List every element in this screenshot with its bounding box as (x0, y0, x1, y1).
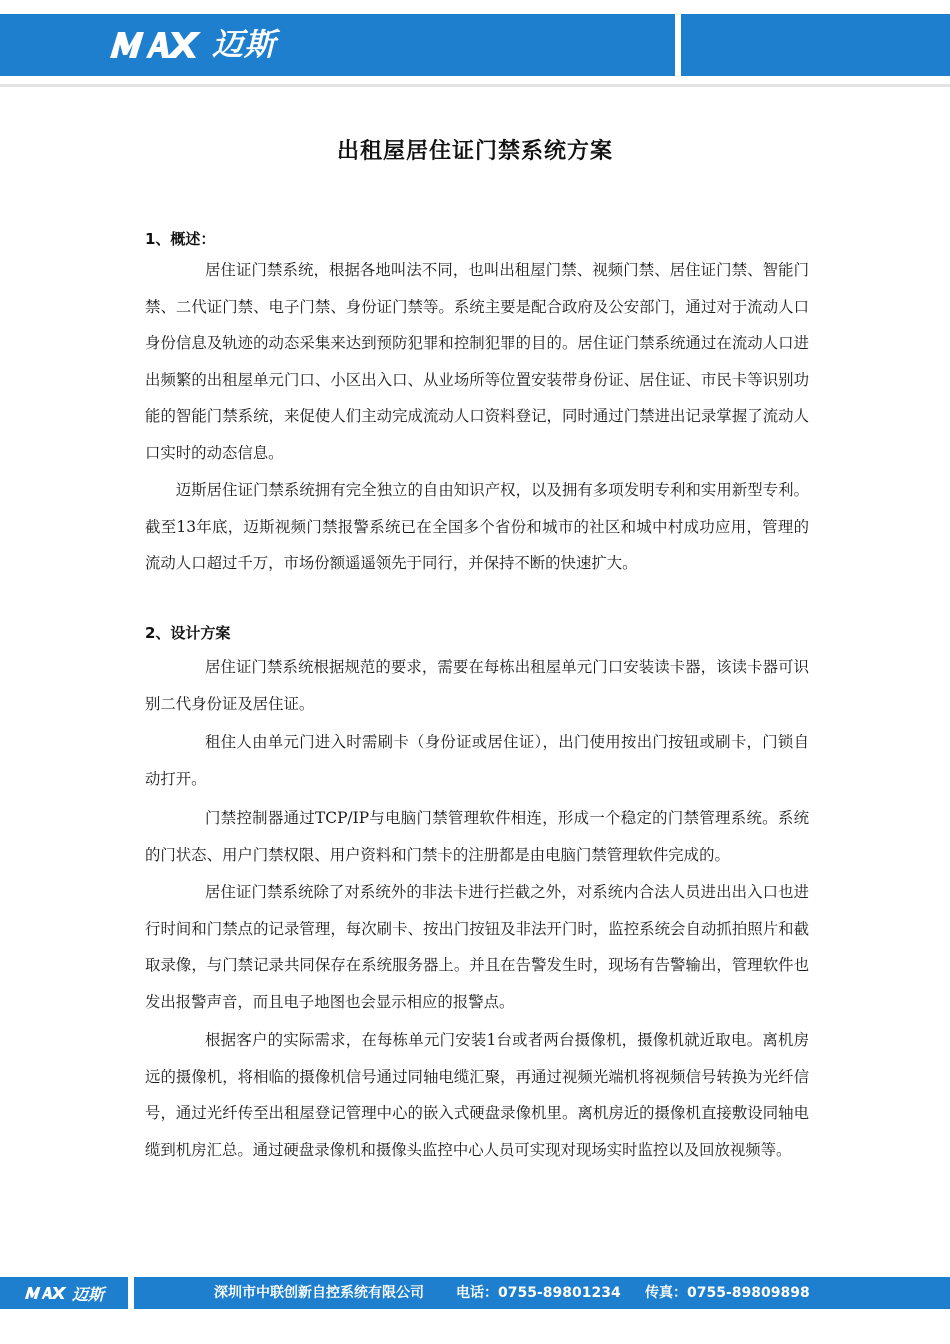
page-header (0, 14, 950, 76)
footer-logo (0, 1277, 128, 1309)
paragraph: 居住证门禁系统，根据各地叫法不同，也叫出租屋门禁、视频门禁、居住证门禁、智能门禁、二代证门禁、电子门禁、身份证门禁等。系统主要是配合政府及公安部门，通过对于流动人口身份信息及轨迹的动态采集来达到预防犯罪和控制犯罪的目的。居住证门禁系统通过在流动人口进出频繁的出租屋单元门口、小区出入口、从业场所等位置安装带身份证、居住证、市民卡等识别功能的智能门禁系统，来促使人们主动完成流动人口资料登记，同时通过门禁进出记录掌握了流动人口实时的动态信息。 (145, 261, 809, 462)
section-heading-overview: 1、概述： (145, 230, 216, 248)
header-band-accent (681, 14, 950, 76)
document-title: 出租屋居住证门禁系统方案 (336, 139, 613, 164)
max-logo-mark (108, 30, 204, 60)
paragraph: 根据客户的实际需求，在每栋单元门安装1台或者两台摄像机，摄像机就近取电。离机房远的摄像机，将相临的摄像机信号通过同轴电缆汇聚，再通过视频光端机将视频信号转换为光纤信号，通过光纤传至出租屋登记管理中心的嵌入式硬盘录像机里。离机房近的摄像机直接敷设同轴电缆到机房汇总。通过硬盘录像机和摄像头监控中心人员可实现对现场实时监控以及回放视频等。 (145, 1031, 809, 1159)
max-logo-mark (24, 1286, 68, 1300)
footer-fax: 传真：0755-89809898 (645, 1285, 810, 1301)
paragraph: 租住人由单元门进入时需刷卡（身份证或居住证），出门使用按出门按钮或刷卡，门锁自动打开。 (145, 733, 809, 788)
logo-text: 迈斯 (212, 27, 276, 63)
footer-logo-text: 迈斯 (71, 1284, 104, 1304)
paragraph: 居住证门禁系统除了对系统外的非法卡进行拦截之外，对系统内合法人员进出出入口也进行时间和门禁点的记录管理，每次刷卡、按出门按钮及非法开门时，监控系统会自动抓拍照片和截取录像，与门禁记录共同保存在系统服务器上。并且在告警发生时，现场有告警输出，管理软件也发出报警声音，而且电子地图也会显示相应的报警点。 (145, 883, 809, 1011)
paragraph: 居住证门禁系统根据规范的要求，需要在每栋出租屋单元门口安装读卡器，该读卡器可识别二代身份证及居住证。 (145, 658, 809, 713)
paragraph: 迈斯居住证门禁系统拥有完全独立的自由知识产权，以及拥有多项发明专利和实用新型专利。截至13年底，迈斯视频门禁报警系统已在全国多个省份和城市的社区和城中村成功应用，管理的流动人口超过千万，市场份额遥遥领先于同行，并保持不断的快速扩大。 (145, 481, 809, 573)
header-divider (0, 84, 950, 87)
paragraph: 门禁控制器通过TCP/IP与电脑门禁管理软件相连，形成一个稳定的门禁管理系统。系统的门状态、用户门禁权限、用户资料和门禁卡的注册都是由电脑门禁管理软件完成的。 (145, 809, 809, 864)
company-logo (108, 26, 276, 64)
footer-phone: 电话：0755-89801234 (456, 1285, 621, 1301)
section-heading-design: 2、设计方案 (145, 624, 231, 642)
footer-company-name: 深圳市中联创新自控系统有限公司 (214, 1285, 424, 1301)
page-footer (0, 1277, 950, 1309)
header-band (0, 14, 675, 76)
